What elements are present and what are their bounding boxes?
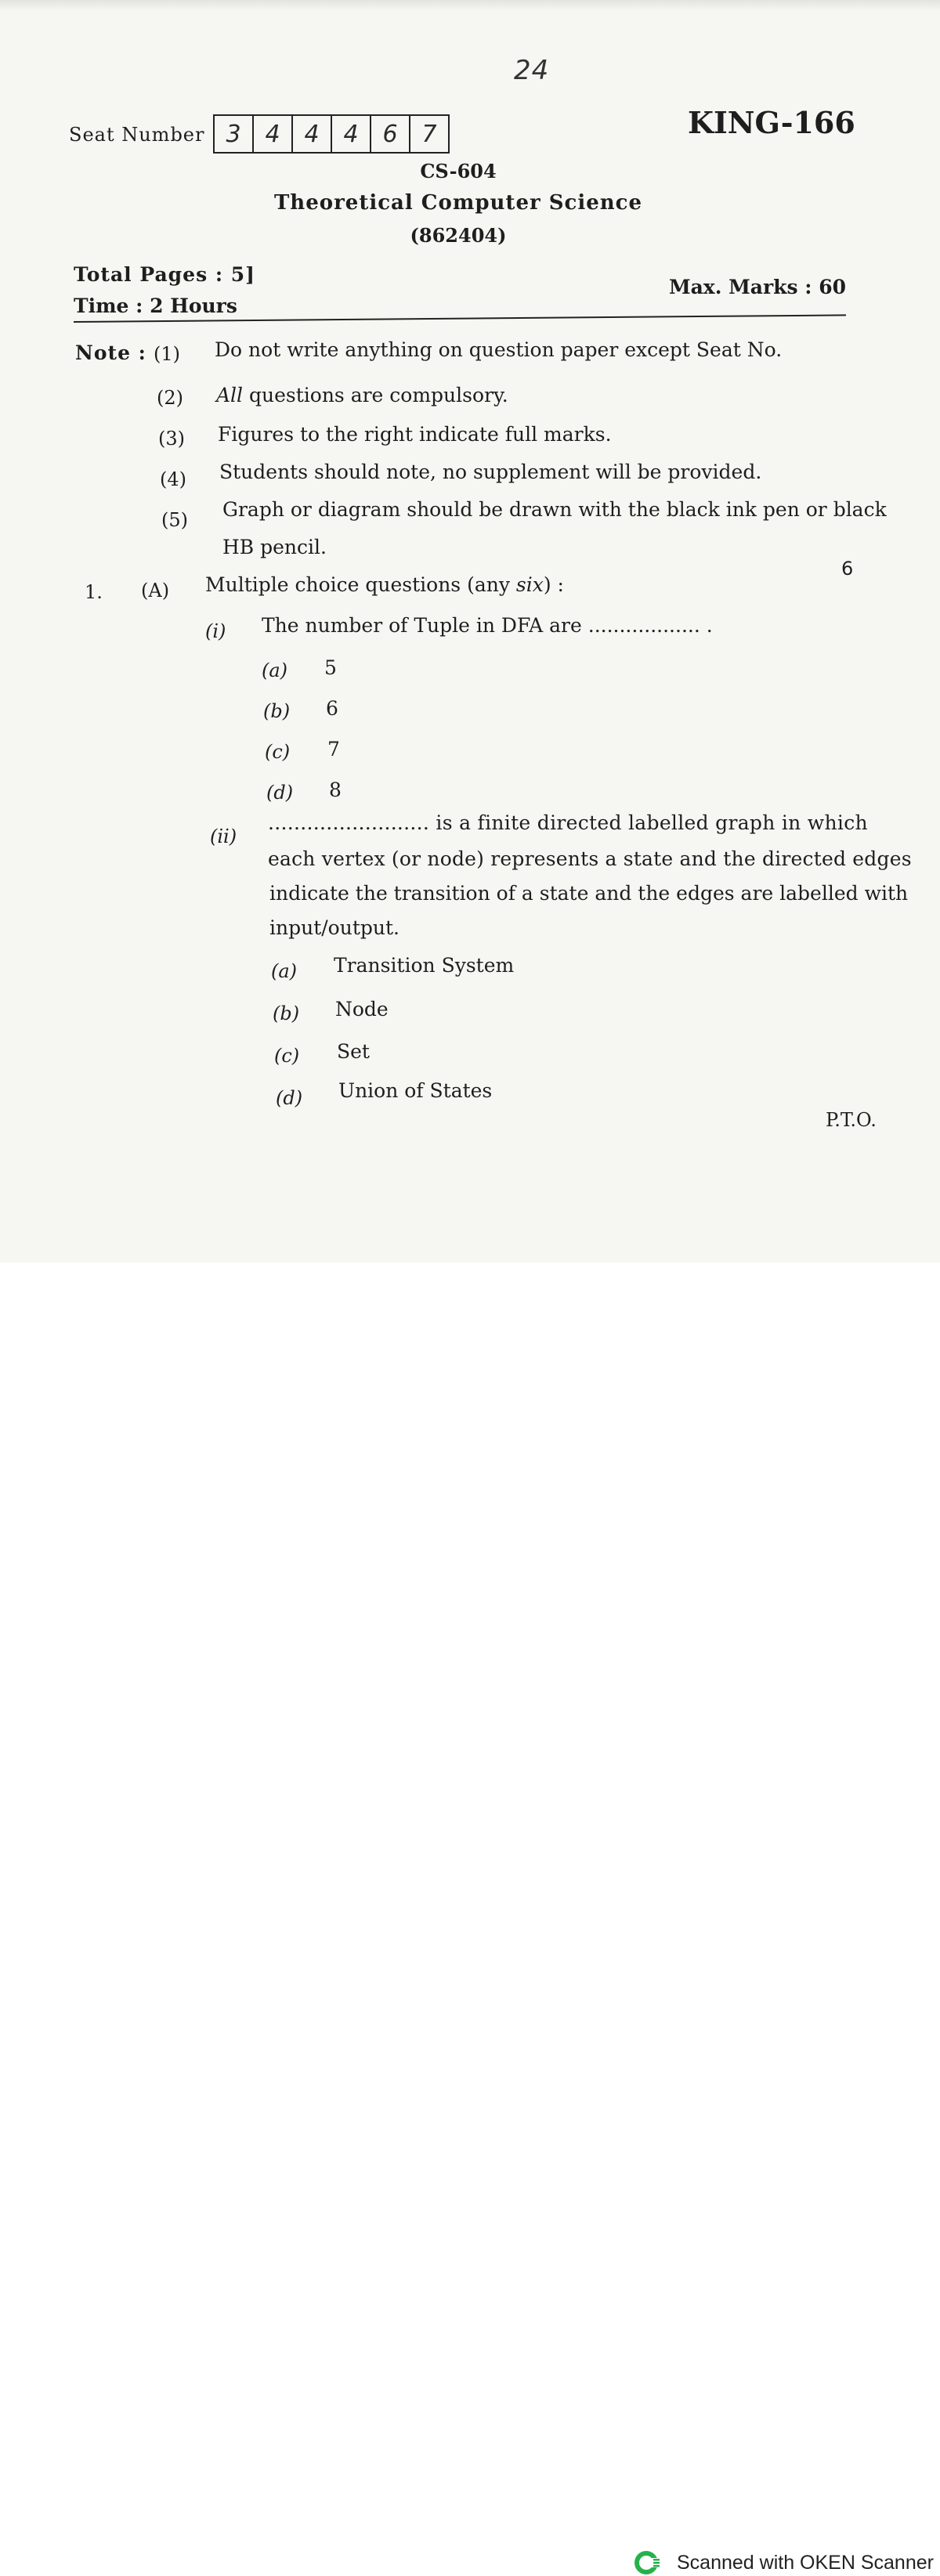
note-text-continued: HB pencil.: [222, 536, 327, 558]
question-heading-end: ) :: [543, 573, 564, 596]
note-text-rest: questions are compulsory.: [243, 384, 508, 406]
option-text: Set: [337, 1040, 370, 1063]
seat-digit: 3: [215, 116, 254, 152]
note-number: (2): [157, 387, 183, 409]
option-letter: (b): [273, 1003, 300, 1024]
exam-time: Time : 2 Hours: [74, 294, 237, 317]
course-title: Theoretical Computer Science: [273, 191, 643, 215]
question-marks: 6: [841, 558, 854, 580]
seat-digit: 4: [332, 116, 371, 152]
note-number: (1): [154, 343, 180, 365]
seat-number-boxes: [213, 114, 450, 154]
seat-number-label: Seat Number: [69, 124, 205, 146]
sub-question-text: input/output.: [269, 916, 400, 939]
option-letter: (a): [262, 659, 288, 681]
option-letter: (b): [263, 700, 291, 722]
seat-digit: 4: [254, 116, 293, 152]
note-text: Do not write anything on question paper except Seat No.: [215, 338, 783, 361]
page-top-edge: [0, 0, 940, 11]
note-text: Figures to the right indicate full marks.: [218, 423, 612, 446]
sub-question-number: (i): [205, 620, 226, 642]
scanner-logo-icon: [634, 2549, 661, 2576]
question-number: 1.: [85, 581, 103, 603]
note-number: (3): [158, 428, 185, 450]
option-text: 8: [329, 779, 342, 801]
question-heading-text: Multiple choice questions (any: [205, 573, 516, 596]
total-pages: Total Pages : 5]: [74, 263, 256, 286]
note-number: (4): [160, 468, 186, 490]
option-letter: (c): [274, 1045, 300, 1067]
paper-code: KING-166: [688, 105, 855, 140]
note-emphasis: All: [216, 384, 244, 406]
option-text: Transition System: [334, 954, 515, 977]
option-text: Node: [335, 998, 389, 1021]
course-code: CS-604: [420, 160, 497, 182]
sub-question-text: The number of Tuple in DFA are .................. .: [262, 614, 713, 637]
scanner-watermark-text: Scanned with OKEN Scanner: [677, 2552, 934, 2574]
note-text: Students should note, no supplement will be provided.: [219, 461, 762, 483]
subject-code: (862404): [410, 224, 507, 247]
sub-question-text: ......................... is a finite directed labelled graph in which: [268, 811, 868, 834]
option-letter: (a): [271, 960, 298, 982]
seat-digit: 6: [371, 116, 410, 152]
note-number: (5): [161, 509, 188, 531]
question-heading-emphasis: six: [515, 573, 544, 596]
option-text: 6: [326, 697, 338, 720]
note-text: Graph or diagram should be drawn with the black ink pen or black: [222, 498, 887, 521]
option-text: 7: [327, 738, 340, 761]
question-heading: [205, 573, 564, 596]
question-part: (A): [141, 580, 170, 602]
note-text: [216, 384, 508, 406]
option-text: Union of States: [338, 1079, 493, 1102]
handwritten-mark: 24: [514, 55, 550, 86]
option-text: 5: [324, 656, 337, 679]
sub-question-number: (ii): [210, 826, 237, 847]
option-letter: (d): [266, 782, 294, 804]
scanner-footer: [0, 1263, 940, 2574]
exam-page: [0, 0, 940, 1263]
sub-question-text: each vertex (or node) represents a state and the directed edges: [268, 847, 912, 870]
option-letter: (d): [276, 1087, 303, 1109]
option-letter: (c): [265, 741, 291, 763]
note-label: Note :: [75, 341, 146, 364]
please-turn-over: P.T.O.: [826, 1109, 877, 1131]
seat-digit: 7: [421, 120, 437, 148]
sub-question-text: indicate the transition of a state and the edges are labelled with: [269, 882, 909, 905]
max-marks: Max. Marks : 60: [668, 276, 846, 298]
seat-digit: 4: [293, 116, 332, 152]
